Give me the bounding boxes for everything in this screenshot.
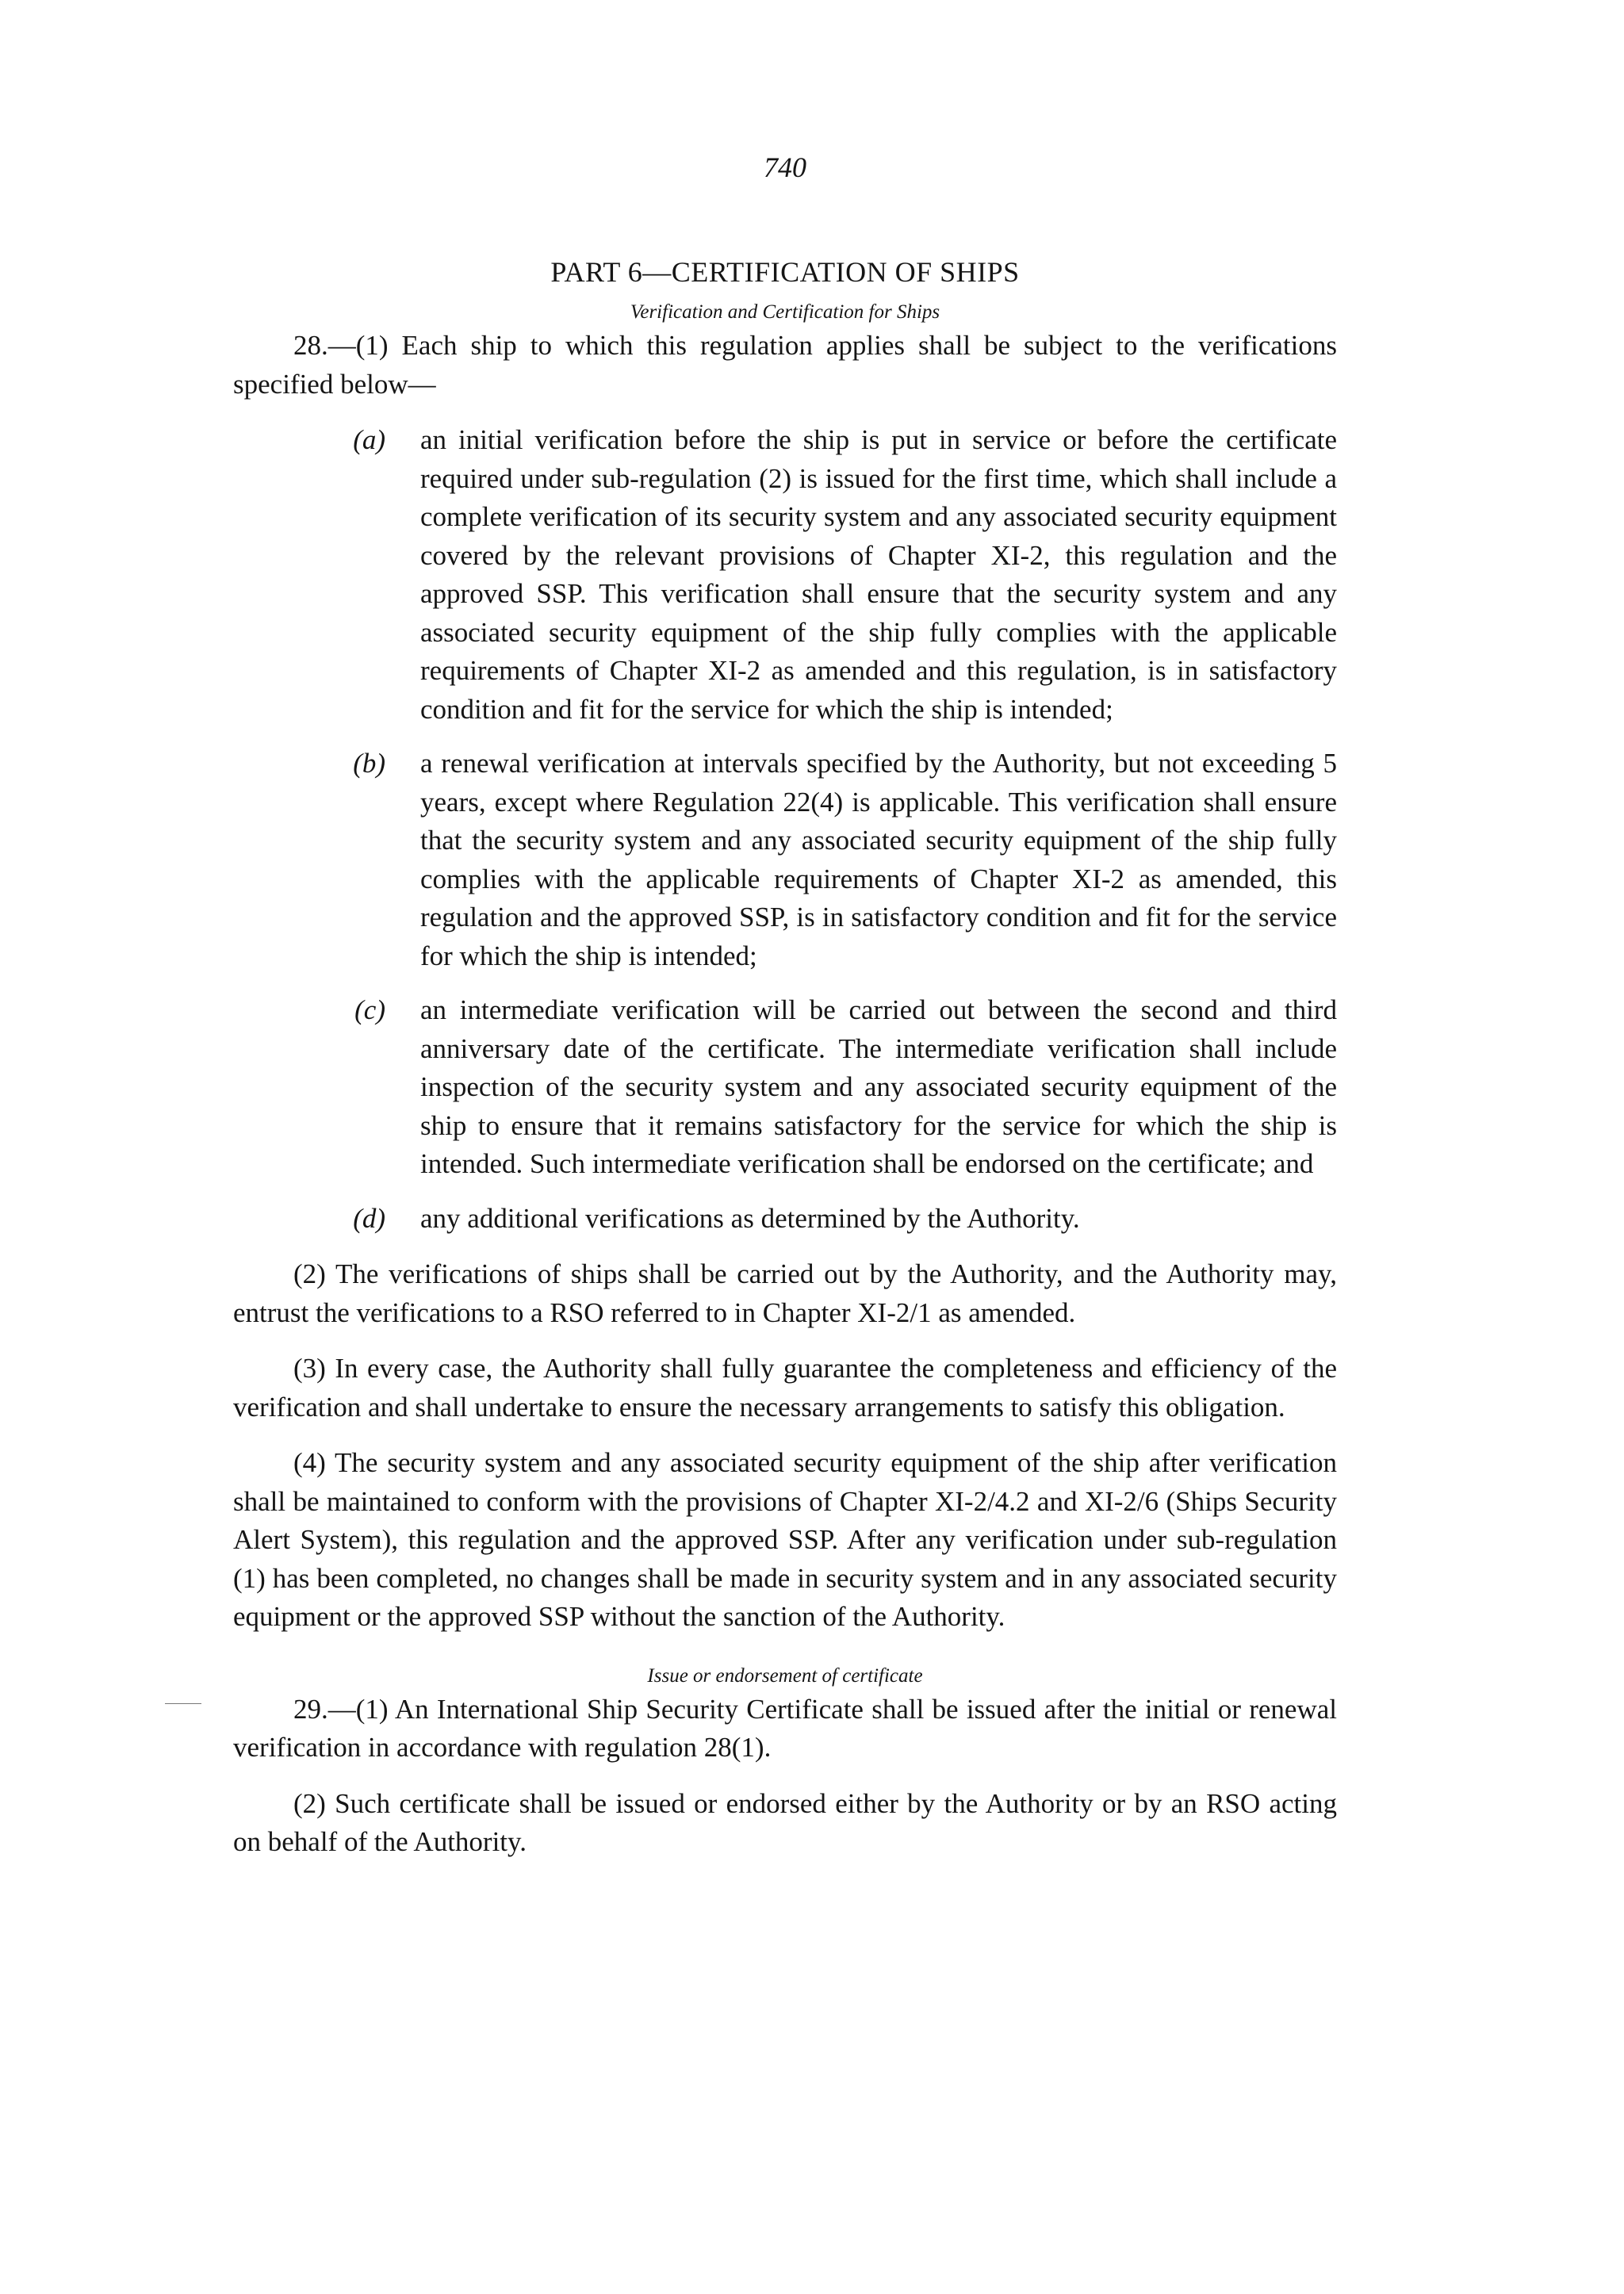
section-28-heading: Verification and Certification for Ships xyxy=(630,301,940,323)
list-item-a xyxy=(233,421,1337,729)
list-item-text: any additional verifications as determined by the Authority. xyxy=(420,1202,1080,1234)
list-item-label: (a) xyxy=(353,424,385,455)
margin-mark xyxy=(165,1703,201,1704)
regulation-28-3: (3) In every case, the Authority shall fully guarantee the completeness and efficiency of the verification and shall undertake to ensure the necessary arrangements to satisfy this obligation. xyxy=(233,1353,1337,1423)
list-item-c xyxy=(233,991,1337,1184)
list-item-label: (c) xyxy=(354,994,385,1025)
list-item-d xyxy=(233,1200,1337,1239)
document-page xyxy=(233,151,1337,1862)
page-number: 740 xyxy=(764,151,806,183)
section-29-heading: Issue or endorsement of certificate xyxy=(647,1664,923,1687)
regulation-28-1: 28.—(1) Each ship to which this regulation applies shall be subject to the verifications specified below— xyxy=(233,330,1337,400)
list-item-label: (d) xyxy=(353,1202,385,1234)
list-item-label: (b) xyxy=(353,748,385,779)
list-item-text: an initial verification before the ship is put in service or before the certificate required under sub-regulation (2) is issued for the first time, which shall include a complete verification of its security system and any associated security equipment covered by the relevant provisions of Chapter XI-2, this regulation and the approved SSP. This verification shall ensure that the security system and any associated security equipment of the ship fully complies with the applicable requirements of Chapter XI-2 as amended and this regulation, is in satisfactory condition and fit for the service for which the ship is intended; xyxy=(420,424,1337,725)
part-title: PART 6—CERTIFICATION OF SHIPS xyxy=(550,256,1020,288)
regulation-29-1: 29.—(1) An International Ship Security Certificate shall be issued after the initial or renewal verification in accordance with regulation 28(1). xyxy=(233,1693,1337,1763)
regulation-29-2: (2) Such certificate shall be issued or endorsed either by the Authority or by an RSO acting on behalf of the Authority. xyxy=(233,1787,1337,1857)
list-item-text: an intermediate verification will be carried out between the second and third anniversary date of the certificate. The intermediate verification shall include inspection of the security system and any associated security equipment of the ship to ensure that it remains satisfactory for the service for which the ship is intended. Such intermediate verification shall be endorsed on the certificate; and xyxy=(420,994,1337,1179)
regulation-28-2: (2) The verifications of ships shall be carried out by the Authority, and the Authority may, entrust the verifications to a RSO referred to in Chapter XI-2/1 as amended. xyxy=(233,1258,1337,1328)
regulation-28-4: (4) The security system and any associated security equipment of the ship after verification shall be maintained to conform with the provisions of Chapter XI-2/4.2 and XI-2/6 (Ships Security Alert System), this regulation and the approved SSP. After any verification under sub-regulation (1) has been completed, no changes shall be made in security system and in any associated security equipment or the approved SSP without the sanction of the Authority. xyxy=(233,1447,1337,1632)
list-item-text: a renewal verification at intervals specified by the Authority, but not exceeding 5 years, except where Regulation 22(4) is applicable. This verification shall ensure that the security system and any associated security equipment of the ship fully complies with the applicable requirements of Chapter XI-2 as amended, this regulation and the approved SSP, is in satisfactory condition and fit for the service for which the ship is intended; xyxy=(420,748,1337,971)
list-item-b xyxy=(233,745,1337,975)
